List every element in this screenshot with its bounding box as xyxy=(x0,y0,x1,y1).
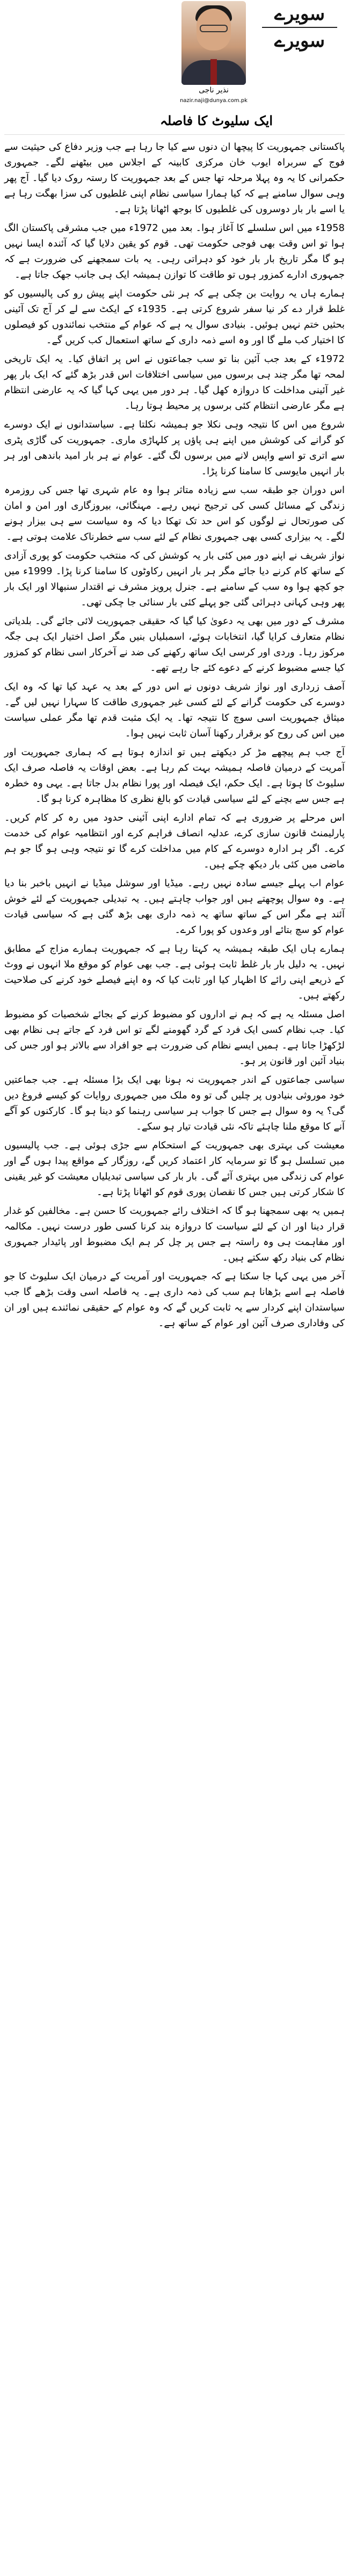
column-header xyxy=(4,0,345,135)
article-paragraph: پاکستانی جمہوریت کا پیچھا ان دنوں سے کیا جا رہا ہے جب وزیر دفاع کی حیثیت سے فوج کے سربراہ ایوب خان مرکزی کابینہ کے اجلاس میں بیٹھنے لگے۔ جمہوری حکمرانی کا یہ وہ پہلا مرحلہ تھا جس کے بعد جمہوریت کا رستہ روک دیا گیا۔ آج پھر وہی سوال سامنے ہے کہ کیا ہمارا سیاسی نظام اپنی غلطیوں کی سزا بھگت رہا ہے یا اسے بار بار دوسروں کی غلطیوں کا بوجھ اٹھانا پڑتا ہے۔ xyxy=(4,141,345,215)
article-paragraph: ہمیں یہ بھی سمجھنا ہو گا کہ اختلاف رائے جمہوریت کا حسن ہے۔ مخالفین کو غدار قرار دینا اور ان کے لئے سیاست کا دروازہ بند کرنا کسی طور درست نہیں۔ مکالمہ اور مفاہمت ہی وہ راستہ ہے جس پر چل کر ہم ایک مضبوط اور پائیدار جمہوری نظام کی بنیاد رکھ سکتے ہیں۔ xyxy=(4,1205,345,1263)
article-paragraph: اس دوران جو طبقہ سب سے زیادہ متاثر ہوا وہ عام شہری تھا جس کی روزمرہ زندگی کے مسائل کسی کی ترجیح نہیں رہے۔ مہنگائی، بیروزگاری اور امن و امان کی صورتحال نے لوگوں کو اس حد تک تھکا دیا کہ وہ سیاست سے ہی بیزار ہونے لگے۔ یہ بیزاری کسی بھی جمہوری نظام کے لئے سب سے خطرناک علامت ہوتی ہے۔ xyxy=(4,484,345,542)
article-paragraph: ہمارے ہاں یہ روایت بن چکی ہے کہ ہر نئی حکومت اپنے پیش رو کی پالیسیوں کو غلط قرار دے کر نیا سفر شروع کرتی ہے۔ 1935ء کے ایکٹ سے لے کر آج تک آئینی بحثیں ختم نہیں ہوئیں۔ بنیادی سوال یہ ہے کہ عوام کے منتخب نمائندوں کو فیصلوں کا اختیار کب ملے گا اور وہ اسے ذمہ داری کے ساتھ استعمال کب کریں گے۔ xyxy=(4,288,345,346)
article-paragraph: آج جب ہم پیچھے مڑ کر دیکھتے ہیں تو اندازہ ہوتا ہے کہ ہماری جمہوریت اور آمریت کے درمیان فاصلہ ہمیشہ بہت کم رہا ہے۔ بعض اوقات یہ فاصلہ صرف ایک سلیوٹ کا ہوتا ہے۔ ایک حکم، ایک فیصلہ اور پورا نظام بدل جاتا ہے۔ یہی وہ خطرہ ہے جس سے بچنے کے لئے سیاسی قیادت کو بالغ نظری کا مظاہرہ کرنا ہو گا۔ xyxy=(4,747,345,805)
article-paragraph: 1972ء کے بعد جب آئین بنا تو سب جماعتوں نے اس پر اتفاق کیا۔ یہ ایک تاریخی لمحہ تھا مگر چند ہی برسوں میں سیاسی اختلافات اس قدر بڑھ گئے کہ ایک بار پھر غیر آئینی مداخلت کا دروازہ کھل گیا۔ ہر دور میں یہی کہا گیا کہ یہ عارضی انتظام ہے مگر عارضی انتظام کئی برسوں پر محیط ہوتا رہا۔ xyxy=(4,353,345,411)
article-paragraph: مشرف کے دور میں بھی یہ دعویٰ کیا گیا کہ حقیقی جمہوریت لائی جائے گی۔ بلدیاتی نظام متعارف کرایا گیا، انتخابات ہوئے، اسمبلیاں بنیں مگر اصل اختیار ایک ہی جگہ مرکوز رہا۔ وردی اور کرسی ایک ساتھ رکھنے کی ضد نے آخرکار اسی نظام کو کمزور کیا جسے مضبوط کرنے کے دعوے کئے جا رہے تھے۔ xyxy=(4,616,345,674)
article-paragraph: 1958ء میں اس سلسلے کا آغاز ہوا۔ بعد میں 1972ء میں جب مشرقی پاکستان الگ ہوا تو اس وقت بھی فوجی حکومت تھی۔ قوم کو یقین دلایا گیا کہ آئندہ ایسا نہیں ہو گا مگر تاریخ بار بار خود کو دہراتی رہی۔ یہ بات سمجھنے کی ضرورت ہے کہ جمہوری ادارے کمزور ہوں تو طاقت کا توازن ہمیشہ ایک ہی جانب جھک جاتا ہے۔ xyxy=(4,222,345,280)
author-email: nazir.naji@dunya.com.pk xyxy=(180,98,248,104)
author-photo xyxy=(181,1,246,85)
author-name: نذیر ناجی xyxy=(199,86,229,95)
article-paragraph: شروع میں اس کا نتیجہ وہی نکلا جو ہمیشہ نکلتا ہے۔ سیاستدانوں نے ایک دوسرے کو گرانے کی کوشش میں اپنے ہی پاؤں پر کلہاڑی ماری۔ جمہوریت کی گاڑی پٹری سے اتری تو اسے واپس لانے میں برسوں لگ گئے۔ عوام نے ہر بار امید باندھی اور ہر بار انہیں مایوسی کا سامنا کرنا پڑا۔ xyxy=(4,419,345,477)
article-body xyxy=(4,135,345,1331)
brand-line-1: سویرے xyxy=(274,3,325,25)
article-paragraph: نواز شریف نے اپنے دور میں کئی بار یہ کوشش کی کہ منتخب حکومت کو پوری آزادی کے ساتھ کام کرنے دیا جائے مگر ہر بار انہیں رکاوٹوں کا سامنا کرنا پڑا۔ 1999ء میں جو کچھ ہوا وہ سب کے سامنے ہے۔ جنرل پرویز مشرف نے اقتدار سنبھالا اور ایک بار پھر وہی کہانی دہرائی گئی جو پہلے کئی بار سنائی جا چکی تھی۔ xyxy=(4,550,345,608)
article-paragraph: آصف زرداری اور نواز شریف دونوں نے اس دور کے بعد یہ عہد کیا تھا کہ وہ ایک دوسرے کی حکومت گرانے کے لئے کسی غیر جمہوری طاقت کا سہارا نہیں لیں گے۔ میثاق جمہوریت اسی سوچ کا نتیجہ تھا۔ یہ ایک مثبت قدم تھا مگر عملی سیاست میں اس کی روح کو برقرار رکھنا آسان ثابت نہیں ہوا۔ xyxy=(4,681,345,739)
article-paragraph: سیاسی جماعتوں کے اندر جمہوریت نہ ہونا بھی ایک بڑا مسئلہ ہے۔ جب جماعتیں خود موروثی بنیادوں پر چلیں گی تو وہ ملک میں جمہوری روایات کو کیسے فروغ دیں گی؟ یہ وہ سوال ہے جس کا جواب ہر سیاسی رہنما کو دینا ہو گا۔ کارکنوں کو آگے آنے کا موقع ملنا چاہئے تاکہ نئی قیادت تیار ہو سکے۔ xyxy=(4,1074,345,1132)
brand-line-2: سویرے xyxy=(274,30,325,52)
article-paragraph: عوام اب پہلے جیسے سادہ نہیں رہے۔ میڈیا اور سوشل میڈیا نے انہیں باخبر بنا دیا ہے۔ وہ سوال پوچھتے ہیں اور جواب چاہتے ہیں۔ یہ تبدیلی جمہوریت کے لئے خوش آئند ہے مگر اس کے ساتھ ساتھ یہ ذمہ داری بھی بڑھ گئی ہے کہ سیاسی قیادت عوام کو سچ بتائے اور وعدوں کو پورا کرے۔ xyxy=(4,878,345,936)
column-brand-logo xyxy=(254,3,345,52)
article-paragraph: ہمارے ہاں ایک طبقہ ہمیشہ یہ کہتا رہا ہے کہ جمہوریت ہمارے مزاج کے مطابق نہیں۔ یہ دلیل بار بار غلط ثابت ہوئی ہے۔ جب بھی عوام کو موقع ملا انہوں نے ووٹ کے ذریعے اپنی رائے کا اظہار کیا اور ثابت کیا کہ وہ اپنے فیصلے خود کرنے کی صلاحیت رکھتے ہیں۔ xyxy=(4,943,345,1001)
article-paragraph: معیشت کی بہتری بھی جمہوریت کے استحکام سے جڑی ہوئی ہے۔ جب پالیسیوں میں تسلسل ہو گا تو سرمایہ کار اعتماد کریں گے، روزگار کے مواقع پیدا ہوں گے اور عوام کی زندگی میں بہتری آئے گی۔ بار بار کی سیاسی تبدیلیاں معیشت کو غیر یقینی کا شکار کرتی ہیں جس کا نقصان پوری قوم کو اٹھانا پڑتا ہے۔ xyxy=(4,1140,345,1198)
brand-divider xyxy=(262,27,337,28)
article-paragraph: آخر میں یہی کہا جا سکتا ہے کہ جمہوریت اور آمریت کے درمیان ایک سلیوٹ کا جو فاصلہ ہے اسے بڑھانا ہم سب کی ذمہ داری ہے۔ یہ فاصلہ اسی وقت بڑھے گا جب سیاستدان اپنے کردار سے یہ ثابت کریں گے کہ وہ عوام کے حقیقی نمائندے ہیں اور ان کی وفاداری صرف آئین اور عوام کے ساتھ ہے۔ xyxy=(4,1271,345,1329)
article-paragraph: اس مرحلے پر ضروری ہے کہ تمام ادارے اپنی آئینی حدود میں رہ کر کام کریں۔ پارلیمنٹ قانون سازی کرے، عدلیہ انصاف فراہم کرے اور انتظامیہ عوام کی خدمت کرے۔ اگر ہر ادارہ دوسرے کے کام میں مداخلت کرے گا تو نتیجہ وہی ہو گا جو ہم ماضی میں کئی بار دیکھ چکے ہیں۔ xyxy=(4,812,345,870)
column-headline: ایک سلیوٹ کا فاصلہ xyxy=(159,113,273,128)
article-paragraph: اصل مسئلہ یہ ہے کہ ہم نے اداروں کو مضبوط کرنے کے بجائے شخصیات کو مضبوط کیا۔ جب نظام کسی ایک فرد کے گرد گھومنے لگے تو اس فرد کے جاتے ہی نظام بھی لڑکھڑا جاتا ہے۔ ہمیں ایسے نظام کی ضرورت ہے جو افراد سے بالاتر ہو اور جس کی بنیاد آئین اور قانون پر ہو۔ xyxy=(4,1009,345,1067)
